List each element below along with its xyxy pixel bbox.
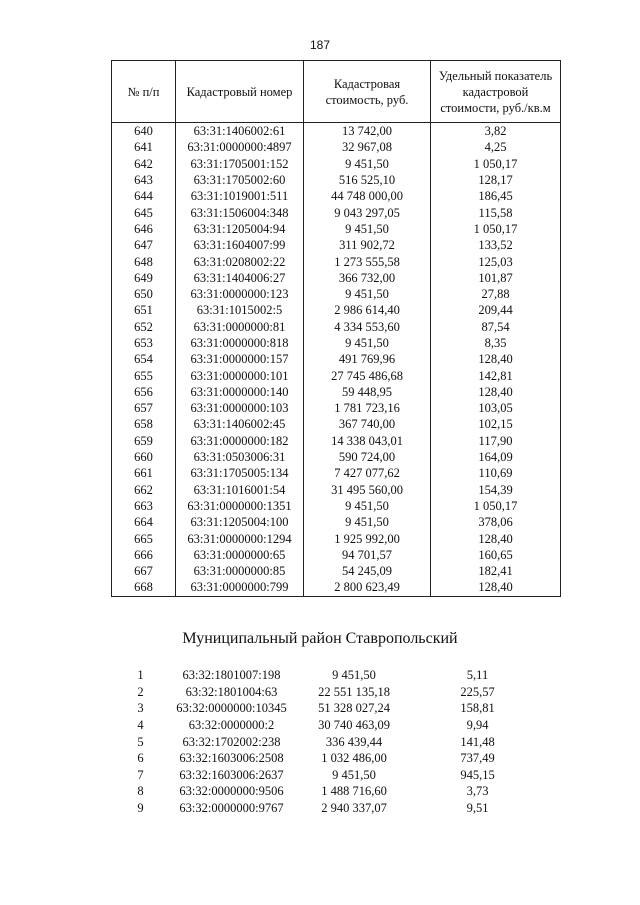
specific-indicator: 3,73 — [466, 784, 489, 799]
table-row — [111, 684, 540, 701]
cadastral-value: 1 273 555,58 — [304, 253, 431, 269]
cadastral-value: 9 451,50 — [304, 221, 431, 237]
cadastral-number: 63:31:1205004:94 — [176, 221, 304, 237]
specific-indicator: 87,54 — [431, 319, 561, 335]
cadastral-value: 1 488 716,60 — [321, 784, 387, 799]
specific-indicator: 117,90 — [431, 433, 561, 449]
specific-indicator: 27,88 — [431, 286, 561, 302]
specific-indicator: 102,15 — [431, 416, 561, 432]
specific-indicator: 128,17 — [431, 172, 561, 188]
cadastral-value: 367 740,00 — [304, 416, 431, 432]
cadastral-value: 9 451,50 — [304, 156, 431, 172]
table-row — [112, 319, 561, 335]
cadastral-value: 44 748 000,00 — [304, 188, 431, 204]
row-number: 654 — [112, 351, 176, 367]
specific-indicator: 128,40 — [431, 384, 561, 400]
row-number: 8 — [137, 784, 144, 799]
cadastral-value: 590 724,00 — [304, 449, 431, 465]
table-row — [112, 416, 561, 432]
table-row — [112, 449, 561, 465]
table-row — [112, 498, 561, 514]
table-row — [112, 514, 561, 530]
specific-indicator: 110,69 — [431, 465, 561, 481]
cadastral-value: 9 451,50 — [304, 335, 431, 351]
header-cadastral-number: Кадастровый номер — [176, 61, 304, 123]
cadastral-number: 63:31:0000000:101 — [176, 367, 304, 383]
cadastral-value: 9 451,50 — [304, 286, 431, 302]
row-number: 663 — [112, 498, 176, 514]
table-row — [112, 335, 561, 351]
table-row — [111, 667, 540, 684]
specific-indicator: 4,25 — [431, 139, 561, 155]
cadastral-value: 2 986 614,40 — [304, 302, 431, 318]
row-number: 640 — [112, 123, 176, 140]
table-row — [112, 172, 561, 188]
row-number: 5 — [137, 734, 144, 749]
table-row — [112, 367, 561, 383]
cadastral-number: 63:32:1603006:2508 — [179, 751, 284, 766]
table-row — [112, 123, 561, 140]
row-number: 651 — [112, 302, 176, 318]
header-specific-indicator: Удельный показатель кадастровой стоимости, руб./кв.м — [431, 61, 561, 123]
specific-indicator: 128,40 — [431, 530, 561, 546]
section-table — [111, 667, 540, 816]
row-number: 7 — [137, 767, 144, 782]
table-row — [112, 221, 561, 237]
cadastral-number: 63:32:0000000:9506 — [179, 784, 284, 799]
cadastral-number: 63:31:0000000:1351 — [176, 498, 304, 514]
cadastral-table — [111, 60, 561, 597]
section-title: Муниципальный район Ставропольский — [182, 630, 458, 647]
row-number: 647 — [112, 237, 176, 253]
specific-indicator: 133,52 — [431, 237, 561, 253]
row-number: 650 — [112, 286, 176, 302]
table-row — [111, 783, 540, 800]
row-number: 662 — [112, 482, 176, 498]
cadastral-value: 9 451,50 — [332, 668, 376, 683]
table-row — [111, 800, 540, 817]
table-row — [112, 433, 561, 449]
cadastral-value: 51 328 027,24 — [318, 701, 390, 716]
header-number: № п/п — [112, 61, 176, 123]
row-number: 648 — [112, 253, 176, 269]
row-number: 643 — [112, 172, 176, 188]
table-row — [112, 204, 561, 220]
table-row — [111, 767, 540, 784]
cadastral-value: 336 439,44 — [325, 734, 383, 749]
page-number: 187 — [309, 38, 331, 52]
cadastral-number: 63:31:0000000:140 — [176, 384, 304, 400]
specific-indicator: 158,81 — [460, 701, 495, 716]
cadastral-number: 63:32:1603006:2637 — [179, 767, 284, 782]
cadastral-number: 63:31:0000000:818 — [176, 335, 304, 351]
row-number: 664 — [112, 514, 176, 530]
cadastral-value: 1 925 992,00 — [304, 530, 431, 546]
cadastral-number: 63:32:1702002:238 — [182, 734, 281, 749]
table-row — [112, 302, 561, 318]
table-row — [112, 482, 561, 498]
cadastral-number: 63:32:0000000:2 — [188, 718, 275, 733]
table-row — [112, 188, 561, 204]
specific-indicator: 1 050,17 — [431, 498, 561, 514]
cadastral-number: 63:31:1705002:60 — [176, 172, 304, 188]
table-row — [112, 270, 561, 286]
cadastral-value: 14 338 043,01 — [304, 433, 431, 449]
specific-indicator: 1 050,17 — [431, 156, 561, 172]
cadastral-value: 2 940 337,07 — [321, 801, 387, 816]
specific-indicator: 8,35 — [431, 335, 561, 351]
specific-indicator: 128,40 — [431, 579, 561, 596]
cadastral-value: 9 043 297,05 — [304, 204, 431, 220]
header-cadastral-value: Кадастровая стоимость, руб. — [304, 61, 431, 123]
table-row — [112, 465, 561, 481]
cadastral-value: 4 334 553,60 — [304, 319, 431, 335]
row-number: 642 — [112, 156, 176, 172]
specific-indicator: 3,82 — [431, 123, 561, 140]
table-row — [111, 750, 540, 767]
cadastral-value: 22 551 135,18 — [318, 684, 390, 699]
table-row — [112, 400, 561, 416]
row-number: 658 — [112, 416, 176, 432]
table-row — [111, 717, 540, 734]
cadastral-number: 63:31:0000000:81 — [176, 319, 304, 335]
cadastral-value: 516 525,10 — [304, 172, 431, 188]
cadastral-number: 63:32:1801007:198 — [182, 668, 281, 683]
row-number: 656 — [112, 384, 176, 400]
specific-indicator: 5,11 — [466, 668, 489, 683]
row-number: 4 — [137, 718, 144, 733]
table-row — [112, 286, 561, 302]
table-row — [112, 579, 561, 596]
row-number: 2 — [137, 684, 144, 699]
table-row — [112, 384, 561, 400]
specific-indicator: 154,39 — [431, 482, 561, 498]
row-number: 646 — [112, 221, 176, 237]
cadastral-number: 63:31:0000000:65 — [176, 547, 304, 563]
cadastral-value: 30 740 463,09 — [318, 718, 390, 733]
row-number: 665 — [112, 530, 176, 546]
row-number: 641 — [112, 139, 176, 155]
cadastral-number: 63:31:0000000:182 — [176, 433, 304, 449]
table-row — [112, 253, 561, 269]
cadastral-value: 9 451,50 — [304, 498, 431, 514]
table-row — [112, 563, 561, 579]
cadastral-value: 31 495 560,00 — [304, 482, 431, 498]
cadastral-value: 27 745 486,68 — [304, 367, 431, 383]
specific-indicator: 737,49 — [460, 751, 495, 766]
cadastral-number: 63:31:0000000:103 — [176, 400, 304, 416]
row-number: 655 — [112, 367, 176, 383]
cadastral-value: 9 451,50 — [332, 767, 376, 782]
specific-indicator: 9,51 — [466, 801, 489, 816]
row-number: 645 — [112, 204, 176, 220]
specific-indicator: 225,57 — [460, 684, 495, 699]
specific-indicator: 103,05 — [431, 400, 561, 416]
cadastral-number: 63:31:1019001:511 — [176, 188, 304, 204]
table-row — [112, 156, 561, 172]
cadastral-number: 63:31:0208002:22 — [176, 253, 304, 269]
cadastral-value: 7 427 077,62 — [304, 465, 431, 481]
row-number: 644 — [112, 188, 176, 204]
cadastral-value: 94 701,57 — [304, 547, 431, 563]
cadastral-number: 63:31:1705005:134 — [176, 465, 304, 481]
cadastral-value: 2 800 623,49 — [304, 579, 431, 596]
table-row — [111, 733, 540, 750]
specific-indicator: 101,87 — [431, 270, 561, 286]
row-number: 659 — [112, 433, 176, 449]
specific-indicator: 1 050,17 — [431, 221, 561, 237]
cadastral-number: 63:31:1406002:45 — [176, 416, 304, 432]
table-row — [112, 237, 561, 253]
row-number: 652 — [112, 319, 176, 335]
specific-indicator: 115,58 — [431, 204, 561, 220]
row-number: 649 — [112, 270, 176, 286]
cadastral-number: 63:31:0503006:31 — [176, 449, 304, 465]
cadastral-number: 63:31:0000000:799 — [176, 579, 304, 596]
specific-indicator: 186,45 — [431, 188, 561, 204]
cadastral-number: 63:31:1015002:5 — [176, 302, 304, 318]
cadastral-value: 366 732,00 — [304, 270, 431, 286]
cadastral-number: 63:32:1801004:63 — [185, 684, 278, 699]
cadastral-number: 63:32:0000000:10345 — [176, 701, 287, 716]
cadastral-number: 63:31:1705001:152 — [176, 156, 304, 172]
row-number: 666 — [112, 547, 176, 563]
cadastral-number: 63:31:0000000:85 — [176, 563, 304, 579]
specific-indicator: 128,40 — [431, 351, 561, 367]
row-number: 667 — [112, 563, 176, 579]
specific-indicator: 378,06 — [431, 514, 561, 530]
cadastral-number: 63:31:1404006:27 — [176, 270, 304, 286]
specific-indicator: 164,09 — [431, 449, 561, 465]
row-number: 660 — [112, 449, 176, 465]
cadastral-value: 1 032 486,00 — [321, 751, 387, 766]
table-row — [112, 139, 561, 155]
specific-indicator: 142,81 — [431, 367, 561, 383]
table-row — [112, 530, 561, 546]
specific-indicator: 9,94 — [466, 718, 489, 733]
cadastral-number: 63:32:0000000:9767 — [179, 801, 284, 816]
cadastral-number: 63:31:1205004:100 — [176, 514, 304, 530]
specific-indicator: 160,65 — [431, 547, 561, 563]
cadastral-number: 63:31:1604007:99 — [176, 237, 304, 253]
table-row — [112, 547, 561, 563]
cadastral-value: 9 451,50 — [304, 514, 431, 530]
cadastral-value: 311 902,72 — [304, 237, 431, 253]
cadastral-value: 13 742,00 — [304, 123, 431, 140]
specific-indicator: 141,48 — [460, 734, 495, 749]
row-number: 9 — [137, 801, 144, 816]
table-row — [112, 351, 561, 367]
row-number: 653 — [112, 335, 176, 351]
table-row — [111, 700, 540, 717]
row-number: 668 — [112, 579, 176, 596]
specific-indicator: 182,41 — [431, 563, 561, 579]
cadastral-number: 63:31:1506004:348 — [176, 204, 304, 220]
cadastral-number: 63:31:0000000:157 — [176, 351, 304, 367]
cadastral-value: 491 769,96 — [304, 351, 431, 367]
row-number: 3 — [137, 701, 144, 716]
cadastral-number: 63:31:0000000:123 — [176, 286, 304, 302]
cadastral-value: 1 781 723,16 — [304, 400, 431, 416]
row-number: 657 — [112, 400, 176, 416]
table-body — [112, 123, 561, 597]
cadastral-number: 63:31:1016001:54 — [176, 482, 304, 498]
section-table-body — [111, 667, 540, 816]
specific-indicator: 945,15 — [460, 767, 495, 782]
row-number: 1 — [137, 668, 144, 683]
cadastral-number: 63:31:0000000:1294 — [176, 530, 304, 546]
specific-indicator: 209,44 — [431, 302, 561, 318]
cadastral-value: 54 245,09 — [304, 563, 431, 579]
row-number: 6 — [137, 751, 144, 766]
cadastral-number: 63:31:1406002:61 — [176, 123, 304, 140]
cadastral-value: 32 967,08 — [304, 139, 431, 155]
cadastral-value: 59 448,95 — [304, 384, 431, 400]
cadastral-number: 63:31:0000000:4897 — [176, 139, 304, 155]
row-number: 661 — [112, 465, 176, 481]
specific-indicator: 125,03 — [431, 253, 561, 269]
